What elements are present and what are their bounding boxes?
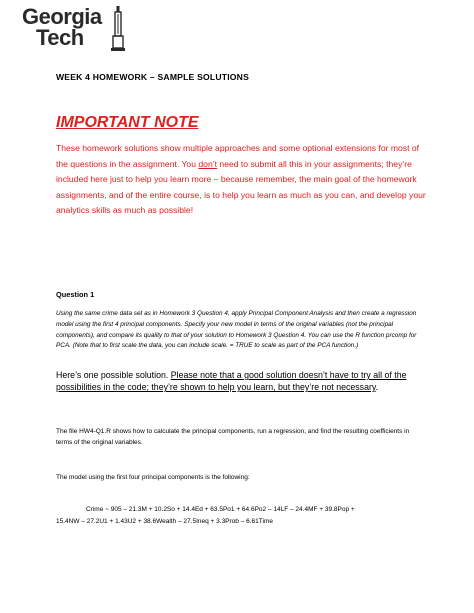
logo-word-georgia: Georgia: [22, 4, 102, 29]
important-note-paragraph: [56, 141, 426, 219]
formula-line-1-text: Crime ~ 905 – 21.3M + 10.2So + 14.4Ed + 63.5Po1 + 64.6Po2 – 14LF – 24.4MF + 39.8Pop +: [86, 506, 355, 513]
formula-line-1: [56, 504, 426, 516]
document-title: WEEK 4 HOMEWORK – SAMPLE SOLUTIONS: [56, 72, 250, 82]
important-note-heading: IMPORTANT NOTE: [56, 114, 199, 131]
important-note-text-2: need to submit all this in your assignments; they’re included here just to help you learn more – because remember, the main goal of the homework assignments, and of the entire course, is to help you learn as much as you can, and develop your analytics skills as much as possible!: [56, 158, 426, 216]
solution-underlined-note: Please note that a good solution doesn’t have to try all of the possibilities in the code; they’re shown to help you learn, but they’re not necessary: [56, 370, 407, 393]
solution-paragraph: [56, 369, 426, 393]
solution-end: .: [375, 382, 379, 393]
important-note-text-1: These homework solutions show multiple approaches and some optional extensions for most of the questions in the assignment. You: [56, 143, 420, 169]
georgia-tech-logo: [22, 4, 132, 54]
logo-word-tech: Tech: [36, 25, 84, 50]
question-heading: Question 1: [56, 290, 95, 299]
question-text: Using the same crime data set as in Homework 3 Question 4, apply Principal Component Analysis and then create a regression model using the first 4 principal components. Specify your new model in terms of the original variables (not the principal components), and compare its quality to that of your solution to Homework 3 Question 4. You can use the R function prcomp for PCA. (Note that to first scale the data, you can include scale. = TRUE to scale as part of the PCA function.): [56, 310, 417, 350]
file-paragraph: The file HW4-Q1.R shows how to calculate the principal components, run a regression, and find the resulting coefficients in terms of the original variables.: [56, 428, 410, 446]
regression-formula: [56, 504, 426, 528]
important-note-underlined: don’t: [198, 158, 218, 169]
formula-line-2: 15.4NW – 27.2U1 + 1.43U2 + 38.6Wealth – 27.5Ineq + 3.3Prob – 6.61Time: [56, 518, 273, 525]
solution-lead: Here’s one possible solution.: [56, 370, 171, 380]
tech-tower-icon: [110, 6, 126, 52]
model-paragraph: The model using the first four principal components is the following:: [56, 474, 250, 481]
